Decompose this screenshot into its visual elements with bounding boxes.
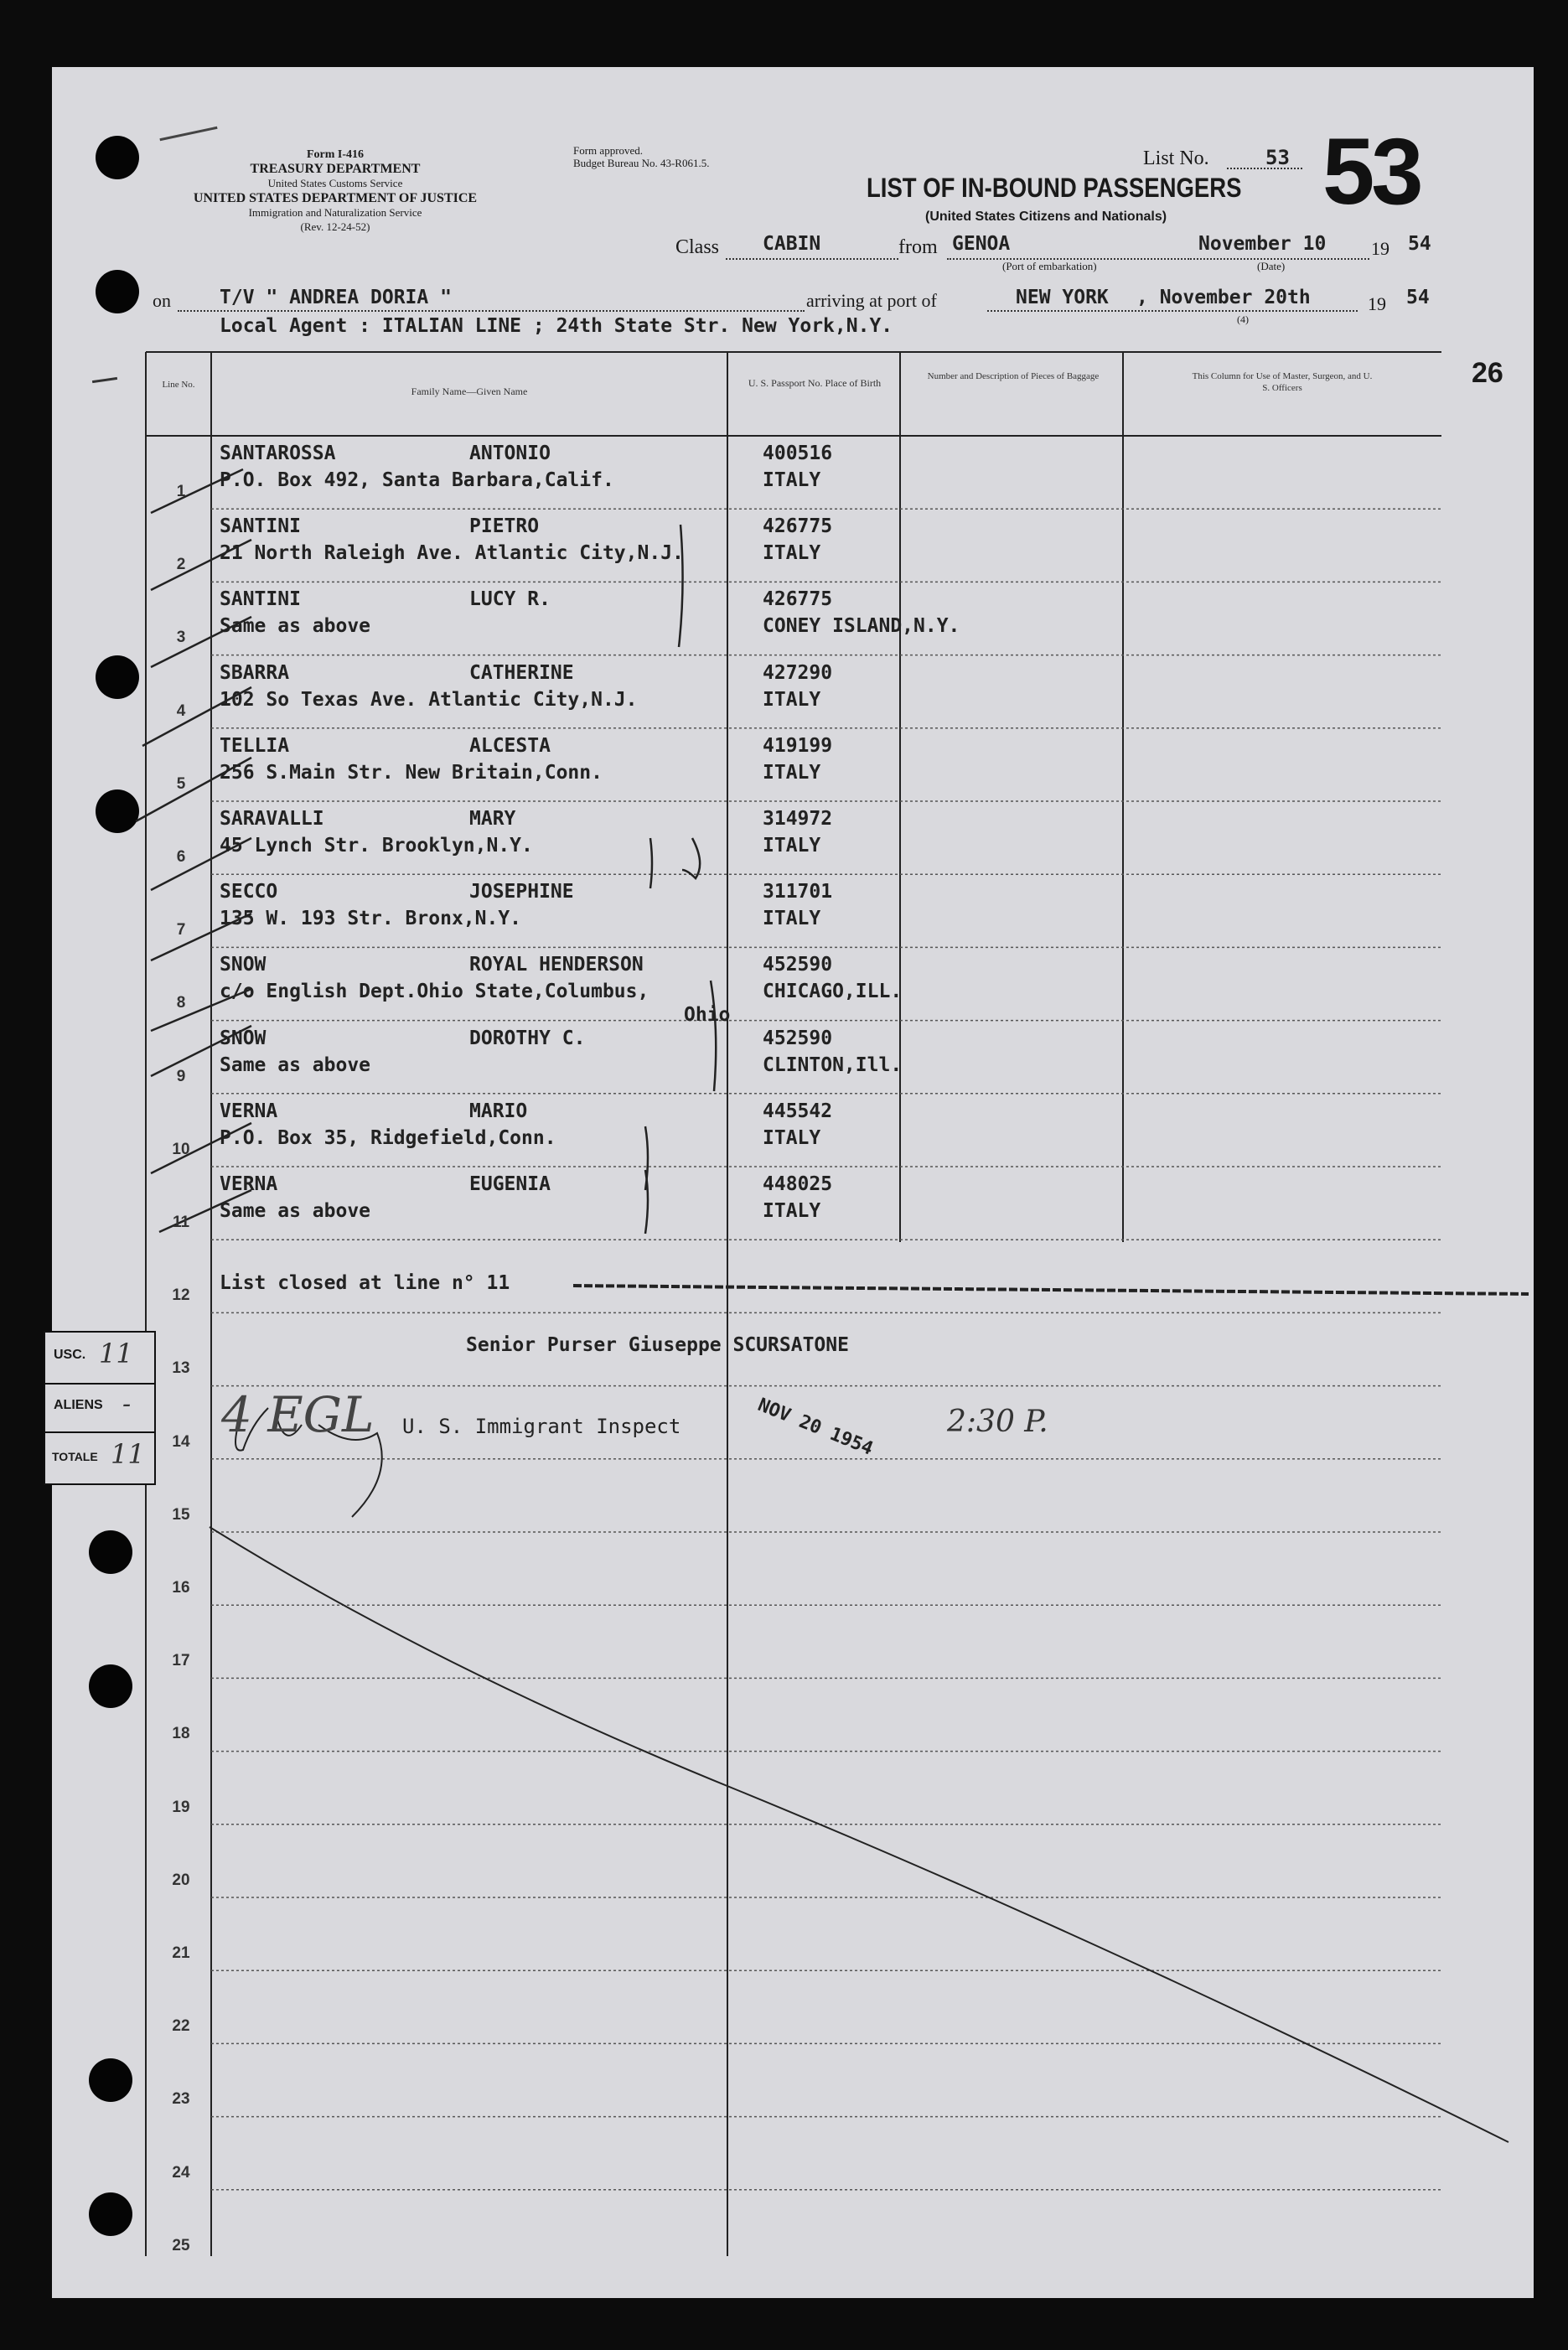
date-caption: (Date) xyxy=(1257,260,1286,272)
form-title: LIST OF IN-BOUND PASSENGERS xyxy=(867,173,1242,203)
line-number: 20 xyxy=(172,1871,190,1889)
passenger-address: 135 W. 193 Str. Bronx,N.Y. xyxy=(220,908,522,930)
place-of-birth: ITALY xyxy=(763,761,821,784)
passenger-family-name: SBARRA xyxy=(220,661,290,684)
arrival-date: , November 20th xyxy=(1136,287,1311,308)
line-number: 21 xyxy=(172,1944,190,1962)
passport-number: 426775 xyxy=(763,515,833,538)
line-number: 3 xyxy=(176,629,186,647)
department-of-justice: UNITED STATES DEPARTMENT OF JUSTICE xyxy=(193,191,478,205)
list-number-value: 53 xyxy=(1265,146,1290,169)
class-label: Class xyxy=(675,236,720,258)
form-number: Form I-416 xyxy=(306,148,365,161)
arriving-label: arriving at port of xyxy=(806,290,937,311)
aliens-label: ALIENS xyxy=(54,1398,103,1412)
passport-number: 448025 xyxy=(763,1173,833,1195)
form-approved: Form approved. xyxy=(573,144,644,157)
senior-purser: Senior Purser Giuseppe SCURSATONE xyxy=(466,1334,849,1356)
line-number: 9 xyxy=(176,1067,186,1085)
passenger-given-name: LUCY R. xyxy=(469,588,551,611)
passenger-address: 256 S.Main Str. New Britain,Conn. xyxy=(220,761,603,784)
usc-value: 11 xyxy=(99,1338,133,1369)
col-baggage: Number and Description of Pieces of Baggage xyxy=(927,371,1100,381)
place-of-birth: ITALY xyxy=(763,469,821,491)
line-number: 11 xyxy=(172,1214,190,1231)
passenger-address: 102 So Texas Ave. Atlantic City,N.J. xyxy=(220,688,638,711)
place-of-birth: ITALY xyxy=(763,542,821,565)
line-number: 7 xyxy=(176,921,186,939)
place-of-birth: ITALY xyxy=(763,1126,821,1149)
passenger-family-name: SANTINI xyxy=(220,588,301,611)
passenger-family-name: SNOW xyxy=(220,1027,267,1049)
place-of-birth: ITALY xyxy=(763,908,821,930)
from-label: from xyxy=(898,236,938,258)
line-number: 25 xyxy=(172,2236,190,2254)
tally-total xyxy=(45,1431,154,1483)
tally-box xyxy=(44,1331,156,1485)
col-line-no: Line No. xyxy=(162,380,195,390)
arrival-port: NEW YORK xyxy=(1016,287,1109,308)
place-of-birth: CLINTON,Ill. xyxy=(763,1053,903,1076)
date-century: 19 xyxy=(1371,238,1389,259)
list-closed-note: List closed at line n° 11 xyxy=(220,1272,510,1294)
customs-service: United States Customs Service xyxy=(267,177,403,189)
passenger-address: Same as above xyxy=(220,1053,371,1076)
col-name: Family Name—Given Name xyxy=(411,386,528,397)
line-number: 15 xyxy=(172,1505,190,1524)
passenger-family-name: SECCO xyxy=(220,881,278,903)
list-number-label: List No. xyxy=(1143,148,1209,169)
line-number: 1 xyxy=(176,483,186,500)
caption-four: (4) xyxy=(1237,313,1249,325)
passenger-given-name: MARIO xyxy=(469,1100,528,1122)
passport-number: 452590 xyxy=(763,954,833,976)
line-number: 6 xyxy=(176,848,186,866)
total-value: 11 xyxy=(111,1438,145,1470)
embarkation-port: GENOA xyxy=(952,233,1011,255)
passenger-family-name: SNOW xyxy=(220,954,267,976)
passenger-given-name: ANTONIO xyxy=(469,443,551,464)
passenger-address: 45 Lynch Str. Brooklyn,N.Y. xyxy=(220,835,533,857)
departure-date: November 10 xyxy=(1198,233,1327,255)
place-of-birth: ITALY xyxy=(763,1200,821,1222)
passenger-given-name: JOSEPHINE xyxy=(469,881,574,903)
line-number: 23 xyxy=(172,2090,190,2109)
passenger-address: Same as above xyxy=(220,1200,371,1222)
line-number: 13 xyxy=(172,1359,190,1378)
inspector-initials: 4 EGL xyxy=(221,1386,375,1443)
passenger-address: 21 North Raleigh Ave. Atlantic City,N.J. xyxy=(220,542,684,565)
passenger-given-name: ROYAL HENDERSON xyxy=(469,954,644,976)
line-number: 24 xyxy=(172,2163,190,2182)
local-agent: Local Agent : ITALIAN LINE ; 24th State Str. New York,N.Y. xyxy=(220,315,893,337)
arrival-century: 19 xyxy=(1368,293,1386,314)
passenger-family-name: SANTAROSSA xyxy=(220,443,336,464)
passport-number: 445542 xyxy=(763,1100,833,1122)
passenger-family-name: VERNA xyxy=(220,1173,278,1195)
passenger-address: P.O. Box 492, Santa Barbara,Calif. xyxy=(220,469,614,491)
passport-number: 419199 xyxy=(763,734,833,757)
line-number: 16 xyxy=(172,1579,190,1597)
line-number: 22 xyxy=(172,2017,190,2036)
line-number: 5 xyxy=(176,774,186,793)
col-passport: U. S. Passport No. Place of Birth xyxy=(748,377,882,389)
passport-number: 314972 xyxy=(763,808,833,830)
passenger-address: P.O. Box 35, Ridgefield,Conn. xyxy=(220,1126,556,1149)
line-number: 18 xyxy=(172,1725,190,1743)
passport-number: 426775 xyxy=(763,588,833,611)
vessel-name: T/V " ANDREA DORIA " xyxy=(220,287,452,308)
total-label: TOTALE xyxy=(52,1450,98,1463)
budget-bureau: Budget Bureau No. 43-R061.5. xyxy=(573,157,710,169)
passport-number: 452590 xyxy=(763,1027,833,1049)
form-subtitle: (United States Citizens and Nationals) xyxy=(925,210,1167,224)
passenger-address-continued: Ohio xyxy=(684,1004,731,1027)
col-officers: This Column for Use of Master, Surgeon, and U. S. Officers xyxy=(1192,371,1373,393)
passenger-given-name: CATHERINE xyxy=(469,661,574,684)
tally-usc xyxy=(45,1333,154,1385)
immigration-service: Immigration and Naturalization Service xyxy=(248,206,422,219)
inspector-label: U. S. Immigrant Inspect xyxy=(402,1415,681,1438)
on-label: on xyxy=(153,290,171,311)
passenger-given-name: MARY xyxy=(469,808,516,830)
passenger-given-name: DOROTHY C. xyxy=(469,1027,586,1049)
line-number: 2 xyxy=(176,556,186,574)
embarkation-caption: (Port of embarkation) xyxy=(1002,260,1097,272)
passenger-address: Same as above xyxy=(220,615,371,638)
passenger-given-name: EUGENIA xyxy=(469,1173,551,1195)
treasury-department: TREASURY DEPARTMENT xyxy=(250,162,421,176)
passenger-given-name: ALCESTA xyxy=(469,734,551,757)
line-number: 8 xyxy=(176,994,186,1012)
line-number: 12 xyxy=(172,1286,190,1305)
place-of-birth: CONEY ISLAND,N.Y. xyxy=(763,615,960,638)
departure-year: 54 xyxy=(1408,233,1431,255)
place-of-birth: ITALY xyxy=(763,688,821,711)
inspection-stamp: NOV 20 1954 xyxy=(754,1395,877,1460)
line-number: 17 xyxy=(172,1652,190,1670)
passenger-family-name: VERNA xyxy=(220,1100,278,1122)
line-number: 14 xyxy=(172,1432,190,1451)
place-of-birth: ITALY xyxy=(763,835,821,857)
handwritten-time: 2:30 P. xyxy=(947,1405,1048,1439)
passport-number: 427290 xyxy=(763,661,833,684)
form-revision: (Rev. 12-24-52) xyxy=(300,220,370,233)
passenger-address: c/o English Dept.Ohio State,Columbus, xyxy=(220,981,649,1003)
aliens-value: - xyxy=(122,1390,132,1419)
line-number: 4 xyxy=(176,701,186,720)
usc-label: USC. xyxy=(54,1348,86,1362)
tally-aliens xyxy=(45,1383,154,1433)
passenger-family-name: SARAVALLI xyxy=(220,808,324,830)
line-number: 10 xyxy=(172,1140,190,1158)
place-of-birth: CHICAGO,ILL. xyxy=(763,981,903,1003)
passenger-family-name: TELLIA xyxy=(220,734,290,757)
arrival-year: 54 xyxy=(1406,287,1430,308)
passport-number: 311701 xyxy=(763,881,833,903)
passport-number: 400516 xyxy=(763,443,833,464)
class-value: CABIN xyxy=(763,233,821,255)
list-number-stamp: 53 xyxy=(1322,119,1421,224)
side-page-number: 26 xyxy=(1472,357,1503,389)
line-number: 19 xyxy=(172,1798,190,1816)
passenger-given-name: PIETRO xyxy=(469,515,540,538)
passenger-family-name: SANTINI xyxy=(220,515,301,538)
